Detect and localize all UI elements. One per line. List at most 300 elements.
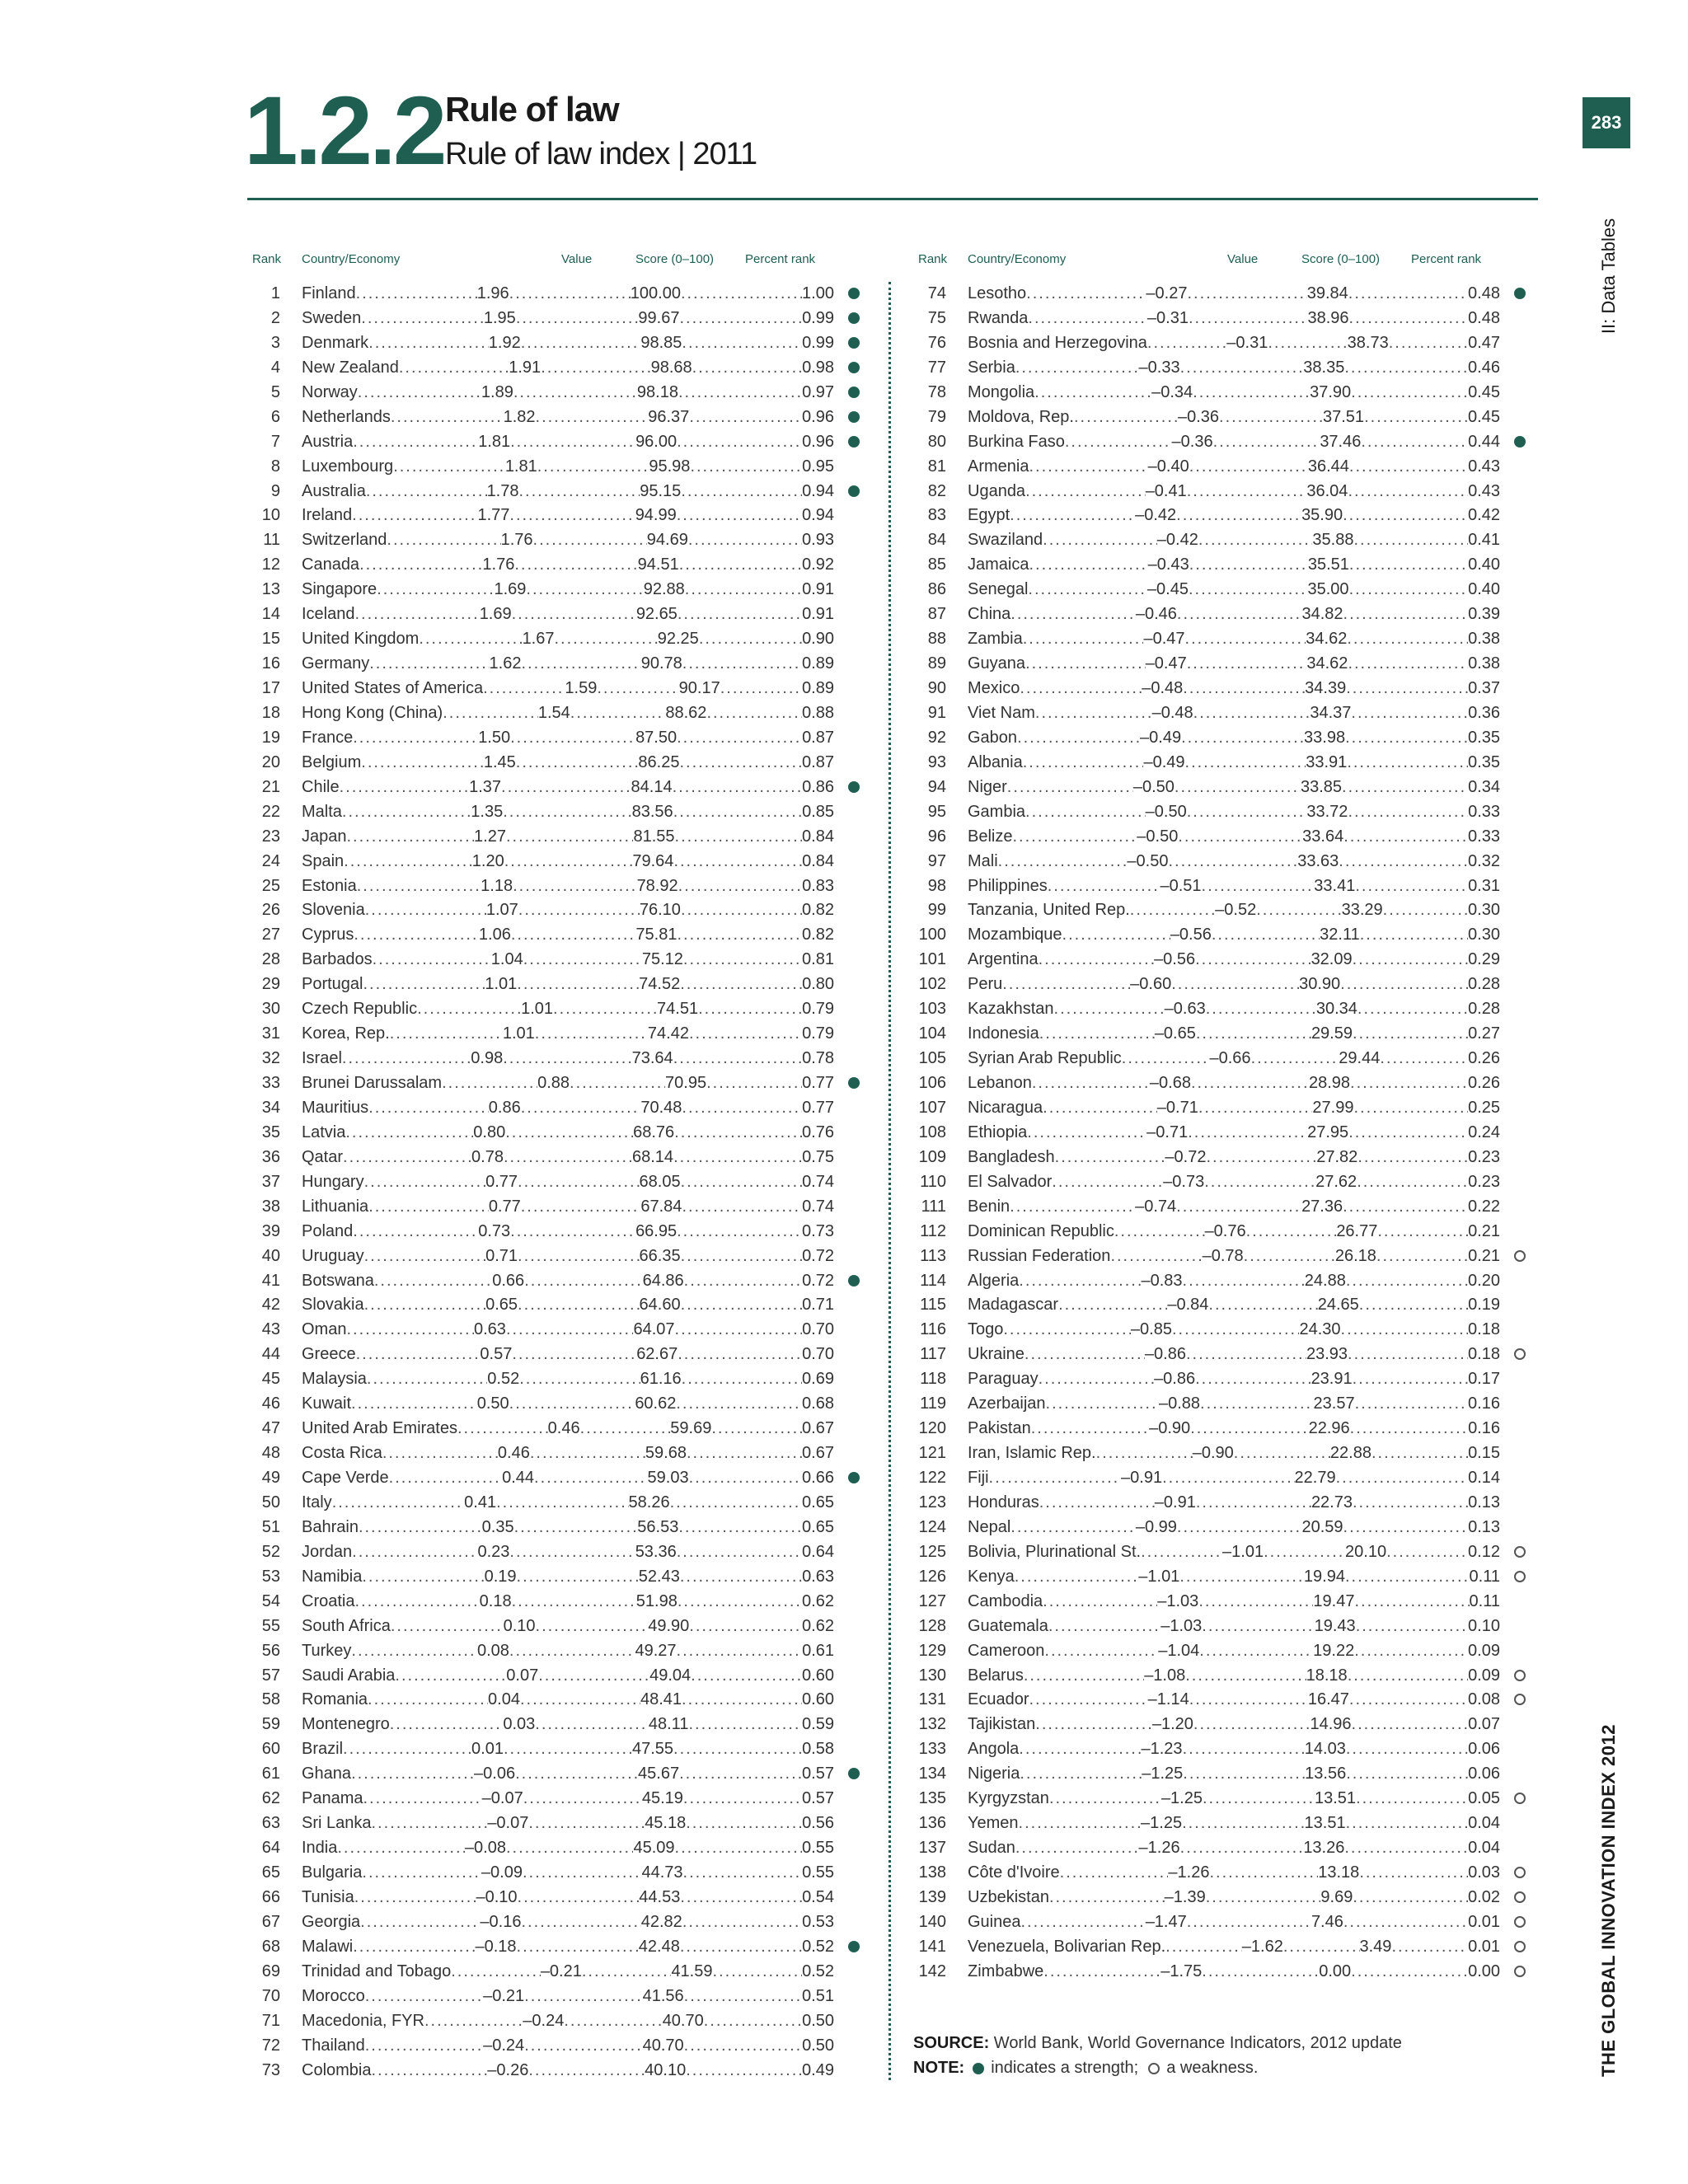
value-cell: –0.08 (464, 1839, 506, 1858)
value-cell: –0.68 (1149, 1074, 1191, 1092)
percent-rank-cell: 0.38 (1468, 654, 1500, 673)
dot-leader (1049, 1886, 1165, 1910)
row-values (968, 1096, 1500, 1121)
country-cell: Oman (302, 1320, 347, 1339)
dot-leader (1185, 751, 1306, 776)
dot-leader (368, 1096, 489, 1121)
value-cell: 0.07 (506, 1666, 539, 1685)
value-cell: –0.50 (1137, 827, 1179, 846)
dot-leader (368, 331, 489, 356)
country-cell: Rwanda (968, 308, 1029, 327)
section-number: 1.2.2 (244, 77, 444, 185)
dot-leader (681, 1170, 802, 1195)
score-cell: 83.56 (631, 802, 673, 821)
dot-leader (681, 1293, 802, 1318)
value-cell: –0.24 (523, 2011, 565, 2030)
row-values (302, 1195, 834, 1220)
dot-leader (510, 430, 635, 455)
dot-leader (1346, 1269, 1468, 1294)
row-values (302, 455, 834, 480)
header-country: Country/Economy (968, 252, 1067, 266)
value-cell: 1.82 (503, 407, 536, 426)
value-cell: 0.66 (492, 1271, 525, 1290)
percent-rank-cell: 0.17 (1468, 1370, 1500, 1389)
percent-rank-cell: 0.51 (802, 1986, 834, 2005)
rank-cell: 58 (261, 1690, 280, 1709)
dot-leader (1048, 1615, 1160, 1639)
dot-leader (368, 1195, 489, 1220)
score-cell: 29.59 (1311, 1024, 1353, 1043)
rank-cell: 106 (918, 1074, 946, 1092)
dot-leader (514, 1516, 638, 1540)
strength-dot-icon (848, 781, 860, 793)
value-cell: –0.60 (1130, 975, 1172, 994)
dot-leader (677, 430, 802, 455)
rank-cell: 70 (261, 1986, 280, 2005)
row-values (968, 1343, 1500, 1367)
dot-leader (1023, 751, 1144, 776)
percent-rank-cell: 0.67 (802, 1419, 834, 1438)
dot-leader (597, 677, 678, 701)
value-cell: –1.03 (1160, 1616, 1203, 1635)
country-cell: Denmark (302, 333, 369, 352)
row-values (302, 1737, 834, 1762)
rank-cell: 36 (261, 1147, 280, 1166)
rank-cell: 80 (927, 432, 946, 451)
percent-rank-cell: 0.21 (1468, 1246, 1501, 1265)
row-values (968, 1910, 1500, 1935)
country-cell: Panama (302, 1789, 363, 1808)
dot-leader (367, 1367, 487, 1392)
country-cell: Sudan (968, 1839, 1015, 1858)
rank-cell: 115 (920, 1296, 946, 1315)
rank-cell: 93 (927, 752, 946, 771)
row-values (302, 1615, 834, 1639)
country-cell: Switzerland (302, 531, 387, 550)
dot-leader (513, 381, 637, 405)
country-cell: Canada (302, 555, 360, 574)
rank-cell: 133 (918, 1740, 946, 1759)
value-cell: –0.83 (1141, 1271, 1183, 1290)
score-cell: 64.07 (633, 1320, 675, 1339)
dot-leader (1200, 1392, 1313, 1417)
dot-leader (688, 1713, 802, 1737)
dot-leader (506, 825, 634, 850)
rank-cell: 1 (270, 284, 280, 302)
dot-leader (686, 1811, 802, 1836)
row-values (302, 602, 834, 627)
score-cell: 18.18 (1306, 1666, 1348, 1685)
percent-rank-cell: 0.95 (802, 457, 834, 476)
score-cell: 48.41 (640, 1690, 682, 1709)
score-cell: 24.88 (1304, 1271, 1346, 1290)
rank-cell: 38 (261, 1197, 280, 1216)
country-cell: Belarus (968, 1666, 1024, 1685)
score-cell: 33.85 (1300, 777, 1343, 796)
country-cell: Malta (302, 802, 342, 821)
value-cell: 0.78 (471, 1147, 504, 1166)
percent-rank-cell: 0.32 (1468, 851, 1500, 870)
percent-rank-cell: 0.29 (1468, 950, 1500, 969)
score-cell: 52.43 (638, 1567, 680, 1586)
dot-leader (1019, 1269, 1141, 1294)
dot-leader (362, 1565, 484, 1590)
dot-leader (352, 504, 477, 528)
dot-leader (1046, 1392, 1159, 1417)
score-cell: 35.51 (1307, 555, 1349, 574)
row-values (302, 825, 834, 850)
dot-leader (1195, 948, 1311, 972)
percent-rank-cell: 0.28 (1468, 1000, 1500, 1019)
rank-cell: 96 (927, 827, 946, 846)
row-values (968, 726, 1500, 751)
dot-leader (537, 455, 649, 480)
rank-cell: 35 (261, 1122, 280, 1141)
dot-leader (1355, 1392, 1468, 1417)
percent-rank-cell: 0.01 (1468, 1912, 1500, 1931)
row-values (968, 307, 1500, 331)
country-cell: United States of America (302, 679, 484, 697)
score-cell: 59.69 (670, 1419, 712, 1438)
value-cell: 1.37 (469, 777, 502, 796)
rank-cell: 120 (918, 1419, 946, 1438)
percent-rank-cell: 0.54 (802, 1887, 834, 1906)
dot-leader (510, 1220, 635, 1244)
dot-leader (699, 627, 802, 652)
rank-cell: 24 (261, 851, 280, 870)
percent-rank-cell: 0.20 (1468, 1271, 1500, 1290)
country-cell: Kenya (968, 1567, 1015, 1586)
score-cell: 90.78 (640, 654, 682, 673)
row-values (968, 1836, 1500, 1861)
value-cell: –0.06 (474, 1765, 516, 1783)
score-cell: 27.82 (1316, 1147, 1358, 1166)
dot-leader (678, 602, 802, 627)
value-cell: –0.76 (1204, 1221, 1246, 1240)
percent-rank-cell: 0.21 (1468, 1221, 1500, 1240)
dot-leader (1181, 726, 1304, 751)
dot-leader (395, 1664, 506, 1689)
rank-cell: 11 (263, 531, 280, 550)
dot-leader (353, 1935, 475, 1960)
percent-rank-cell: 0.65 (802, 1493, 834, 1511)
dot-leader (682, 1910, 802, 1935)
percent-rank-cell: 0.26 (1468, 1074, 1500, 1092)
value-cell: –0.47 (1143, 630, 1185, 649)
percent-rank-cell: 0.99 (802, 308, 834, 327)
country-cell: Sweden (302, 308, 362, 327)
percent-rank-cell: 0.24 (1468, 1122, 1501, 1141)
dot-leader (677, 923, 802, 948)
value-cell: –0.33 (1138, 358, 1180, 377)
row-values (302, 1392, 834, 1417)
score-cell: 45.19 (641, 1789, 683, 1808)
dot-leader (343, 1737, 471, 1762)
header-percent-rank: Percent rank (745, 252, 816, 266)
rank-cell: 31 (261, 1024, 280, 1043)
row-values (968, 381, 1500, 405)
rank-cell: 8 (270, 457, 280, 476)
country-cell: Fiji (968, 1469, 989, 1487)
row-values (302, 1910, 834, 1935)
rank-cell: 75 (927, 308, 946, 327)
value-cell: –1.23 (1141, 1740, 1183, 1759)
dot-leader (511, 923, 636, 948)
score-cell: 27.62 (1315, 1172, 1357, 1191)
score-cell: 27.36 (1301, 1197, 1343, 1216)
country-cell: Brazil (302, 1740, 344, 1759)
dot-leader (670, 1491, 802, 1516)
rank-cell: 45 (261, 1370, 280, 1389)
value-cell: –1.08 (1144, 1666, 1186, 1685)
dot-leader (1015, 356, 1139, 381)
percent-rank-cell: 0.53 (802, 1912, 835, 1931)
row-values (302, 1343, 834, 1367)
country-cell: Malaysia (302, 1370, 367, 1389)
row-values (968, 972, 1500, 997)
header-score: Score (0–100) (1301, 252, 1381, 266)
dot-leader (678, 874, 802, 899)
dot-leader (1039, 1491, 1155, 1516)
dot-leader (1357, 1170, 1468, 1195)
row-values (968, 1664, 1500, 1689)
row-values (302, 1639, 834, 1664)
row-values (302, 504, 834, 528)
value-cell: –1.25 (1142, 1765, 1184, 1783)
country-cell: Gabon (968, 728, 1018, 747)
dot-leader (1354, 1639, 1468, 1664)
score-cell: 61.16 (640, 1370, 682, 1389)
dot-leader (1342, 776, 1468, 800)
score-cell: 37.51 (1323, 407, 1365, 426)
score-cell: 26.77 (1336, 1221, 1378, 1240)
dot-leader (1349, 553, 1468, 578)
percent-rank-cell: 0.61 (802, 1641, 835, 1660)
dot-leader (1010, 602, 1136, 627)
rank-cell: 124 (918, 1517, 946, 1536)
country-cell: Yemen (968, 1814, 1019, 1833)
percent-rank-cell: 0.52 (802, 1961, 834, 1980)
score-cell: 20.10 (1345, 1542, 1387, 1561)
row-values (302, 1367, 834, 1392)
dot-leader (364, 1293, 485, 1318)
percent-rank-cell: 0.84 (802, 827, 834, 846)
dot-leader (509, 282, 631, 307)
dot-leader (518, 1293, 639, 1318)
percent-rank-cell: 0.48 (1468, 308, 1500, 327)
dot-leader (682, 652, 802, 677)
rank-cell: 109 (918, 1147, 946, 1166)
rank-cell: 27 (261, 926, 280, 944)
value-cell: –0.63 (1164, 1000, 1206, 1019)
rank-cell: 43 (261, 1320, 280, 1339)
rank-cell: 118 (920, 1370, 946, 1389)
rank-cell: 119 (920, 1394, 946, 1413)
score-cell: 70.95 (665, 1074, 707, 1092)
dot-leader (506, 1836, 634, 1861)
dot-leader (1191, 1071, 1309, 1096)
row-values (968, 1146, 1500, 1170)
country-cell: Iceland (302, 605, 355, 624)
dot-leader (504, 1146, 632, 1170)
value-cell: 0.08 (476, 1641, 509, 1660)
dot-leader (1344, 356, 1468, 381)
score-cell: 37.46 (1320, 432, 1362, 451)
dot-leader (1019, 1811, 1141, 1836)
country-cell: France (302, 728, 354, 747)
dot-leader (1035, 701, 1152, 726)
dot-leader (1383, 898, 1468, 923)
strength-dot-icon (848, 1275, 860, 1286)
dot-leader (680, 1886, 802, 1910)
percent-rank-cell: 0.62 (802, 1616, 834, 1635)
score-cell: 9.69 (1320, 1887, 1353, 1906)
score-cell: 14.03 (1304, 1740, 1346, 1759)
row-values (968, 1590, 1500, 1615)
row-values (968, 1713, 1500, 1737)
dot-leader (516, 307, 639, 331)
dot-leader (1025, 480, 1146, 504)
percent-rank-cell: 0.83 (802, 876, 835, 895)
row-values (302, 1861, 834, 1886)
dot-leader (681, 1244, 802, 1269)
country-cell: Ecuador (968, 1690, 1029, 1709)
country-cell: Jordan (302, 1542, 353, 1561)
dot-leader (1027, 1121, 1146, 1146)
score-cell: 28.98 (1308, 1074, 1351, 1092)
row-values (968, 627, 1500, 652)
row-values (968, 751, 1500, 776)
dot-leader (1206, 1886, 1321, 1910)
score-cell: 59.68 (645, 1444, 687, 1463)
score-cell: 22.88 (1329, 1444, 1372, 1463)
dot-leader (1189, 553, 1308, 578)
rank-cell: 105 (918, 1049, 946, 1068)
percent-rank-cell: 0.87 (802, 752, 834, 771)
dot-leader (1344, 1836, 1468, 1861)
country-cell: Finland (302, 284, 356, 302)
rank-cell: 101 (918, 950, 946, 969)
row-values (302, 528, 834, 553)
dot-leader (374, 1269, 492, 1294)
percent-rank-cell: 0.47 (1468, 333, 1501, 352)
score-cell: 35.00 (1307, 580, 1349, 599)
score-cell: 34.37 (1310, 703, 1352, 722)
rank-cell: 67 (261, 1912, 280, 1931)
dot-leader (512, 1343, 636, 1367)
strength-dot-icon (848, 1077, 860, 1089)
country-cell: Bulgaria (302, 1863, 363, 1882)
percent-rank-cell: 0.42 (1468, 506, 1500, 525)
country-cell: Nepal (968, 1517, 1011, 1536)
dot-leader (677, 726, 802, 751)
rank-cell: 63 (261, 1814, 280, 1833)
dot-leader (340, 776, 470, 800)
score-cell: 14.96 (1310, 1715, 1352, 1734)
score-cell: 13.18 (1318, 1863, 1360, 1882)
value-cell: –1.25 (1160, 1789, 1203, 1808)
percent-rank-cell: 0.91 (802, 580, 835, 599)
dot-leader (1026, 282, 1146, 307)
dot-leader (538, 1664, 649, 1689)
rank-cell: 20 (261, 752, 280, 771)
dot-leader (1189, 307, 1308, 331)
dot-leader (347, 825, 475, 850)
rank-cell: 130 (918, 1666, 946, 1685)
row-values (302, 948, 834, 972)
rank-cell: 138 (918, 1863, 946, 1882)
value-cell: 1.81 (504, 457, 537, 476)
percent-rank-cell: 0.31 (1468, 876, 1500, 895)
dot-leader (582, 1960, 672, 1985)
dot-leader (1353, 1096, 1468, 1121)
percent-rank-cell: 0.96 (802, 432, 834, 451)
row-values (302, 751, 834, 776)
dot-leader (673, 850, 802, 874)
row-values (968, 1441, 1500, 1466)
row-values (302, 1713, 834, 1737)
header-rule (247, 198, 1538, 200)
weakness-circle-icon (1514, 1867, 1526, 1878)
country-cell: Slovenia (302, 901, 365, 920)
rank-cell: 122 (918, 1469, 946, 1487)
header-score: Score (0–100) (635, 252, 715, 266)
rank-cell: 32 (261, 1049, 280, 1068)
rank-cell: 16 (261, 654, 280, 673)
dot-leader (681, 898, 802, 923)
dot-leader (1234, 1441, 1330, 1466)
dot-leader (1350, 1417, 1468, 1441)
country-cell: Kazakhstan (968, 1000, 1054, 1019)
country-cell: Turkey (302, 1641, 352, 1660)
country-cell: Uganda (968, 481, 1026, 500)
column-divider (889, 282, 891, 2080)
score-cell: 68.05 (639, 1172, 681, 1191)
weakness-circle-icon (1514, 1571, 1526, 1582)
dot-leader (553, 997, 657, 1022)
dot-leader (580, 1417, 671, 1441)
percent-rank-cell: 0.92 (802, 555, 834, 574)
score-cell: 94.99 (635, 506, 677, 525)
score-cell: 24.65 (1317, 1296, 1359, 1315)
dot-leader (389, 1466, 502, 1491)
rank-cell: 17 (261, 679, 280, 697)
score-cell: 45.18 (645, 1814, 687, 1833)
row-values (302, 800, 834, 825)
country-cell: Swaziland (968, 531, 1043, 550)
dot-leader (520, 1688, 640, 1713)
dot-leader (424, 2009, 523, 2034)
row-values (968, 405, 1500, 430)
dot-leader (351, 1639, 477, 1664)
country-cell: Togo (968, 1320, 1004, 1339)
dot-leader (1028, 307, 1147, 331)
country-cell: Uzbekistan (968, 1887, 1049, 1906)
weakness-circle-icon (1514, 1250, 1526, 1262)
dot-leader (1348, 1664, 1468, 1689)
dot-leader (1187, 480, 1307, 504)
percent-rank-cell: 0.94 (802, 481, 834, 500)
row-values (968, 1886, 1500, 1910)
score-cell: 51.98 (635, 1591, 678, 1610)
score-cell: 87.50 (635, 728, 678, 747)
percent-rank-cell: 0.81 (802, 950, 834, 969)
rank-cell: 97 (927, 851, 946, 870)
percent-rank-cell: 0.01 (1468, 1937, 1501, 1956)
score-cell: 68.14 (632, 1147, 674, 1166)
value-cell: 1.81 (478, 432, 511, 451)
dot-leader (515, 1762, 638, 1787)
